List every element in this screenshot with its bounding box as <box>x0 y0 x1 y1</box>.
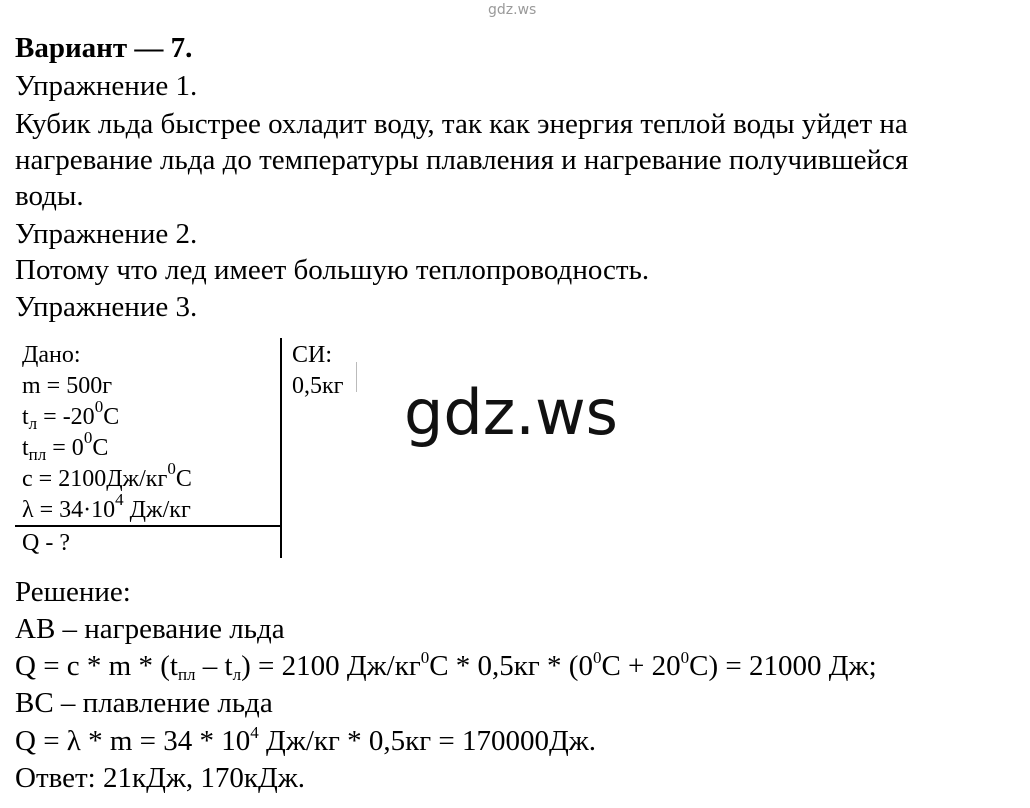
solution-answer: Ответ: 21кДж, 170кДж. <box>15 762 306 794</box>
exercise-1-text-line-2: нагревание льда до температуры плавления и нагревание получившейся <box>15 144 909 176</box>
given-melting-temperature: $t_{пл} = 0^0C$ <box>22 428 109 464</box>
exercise-2-title: Упражнение 2. <box>15 218 198 250</box>
variant-title: Вариант — 7. <box>15 32 193 64</box>
exercise-2-text: Потому что лед имеет большую теплопроводность. <box>15 254 650 286</box>
solution-melting-equation: $Q = \lambda * m = 34 * 10^4$ Дж/кг * 0,5кг = 170000Дж. <box>15 723 597 757</box>
given-latent-heat: $\lambda = 34\cdot 10^4$ Дж/кг <box>22 490 191 523</box>
given-mass: m = 500г <box>22 373 113 399</box>
solution-title: Решение: <box>15 576 131 608</box>
given-label: Дано: <box>22 342 81 368</box>
si-edge-mark <box>356 362 357 392</box>
find-quantity: Q - ? <box>22 530 70 556</box>
exercise-3-title: Упражнение 3. <box>15 291 198 323</box>
given-specific-heat: $c = 2100Дж/кг^0C$ <box>22 459 192 492</box>
si-mass: 0,5кг <box>292 373 344 399</box>
exercise-1-title: Упражнение 1. <box>15 70 198 102</box>
watermark-center: gdz.ws <box>404 376 618 449</box>
exercise-1-text-line-1: Кубик льда быстрее охладит воду, так как энергия теплой воды уйдет на <box>15 108 908 140</box>
solution-heat-equation: $Q = c * m * (t_{пл} - t_л) = 2100$ $Дж/кг^0C * 0,5кг * (0^0C + 20^0C) = 21000$ Дж; <box>15 648 877 684</box>
exercise-1-text-line-3: воды. <box>15 180 84 212</box>
given-ice-temperature: $t_л = -20^0C$ <box>22 397 120 433</box>
watermark-top: gdz.ws <box>488 2 537 18</box>
solution-bc-description: BC – плавление льда <box>15 687 273 719</box>
given-find-divider <box>15 525 281 527</box>
si-label: СИ: <box>292 342 333 368</box>
solution-ab-description: AB – нагревание льда <box>15 613 285 645</box>
